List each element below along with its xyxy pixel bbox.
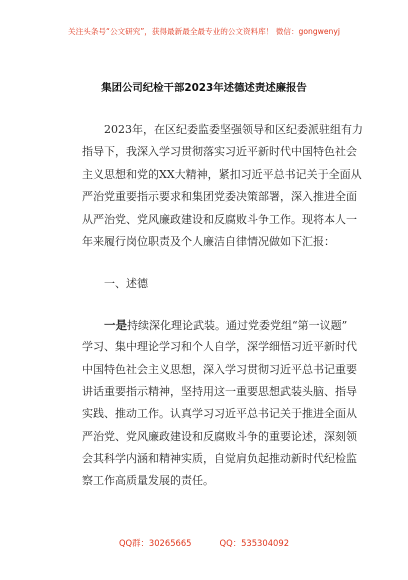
document-body — [82, 119, 363, 493]
para1-line-4: 讲话重要指示精神，坚持用这一重要思想武装头脑、指导 — [82, 384, 357, 398]
para1-line-7: 会其科学内涵和精神实质，自觉肩负起推动新时代纪检监 — [82, 452, 357, 466]
intro-line-1: 2023年，在区纪委监委坚强领导和区纪委派驻组有力 — [104, 123, 363, 136]
intro-line-4: 严治党重要指示要求和集团党委决策部署，深入推进全面 — [82, 190, 357, 204]
para1-lead: 一是 — [104, 317, 127, 332]
para1-line-6: 严治党、党风廉政建设和反腐败斗争的重要论述，深刻领 — [82, 429, 357, 443]
footer-qq-group: QQ群：30265665 — [118, 538, 192, 548]
para1-line-8: 察工作高质量发展的责任。 — [82, 474, 214, 488]
para1-line-3: 中国特色社会主义思想，深入学习贯彻习近平总书记重要 — [82, 362, 357, 376]
section-heading: 一、述德 — [104, 277, 148, 291]
footer-contact — [0, 537, 408, 549]
intro-line-3: 主义思想和党的XX大精神，紧扣习近平总书记关于全面从 — [82, 167, 362, 181]
para1-line-1-text: 持续深化理论武装。通过党委党组“第一议题” — [127, 318, 348, 332]
footer-qq: QQ：535304092 — [219, 538, 290, 548]
para1-line-5: 实践、推动工作。认真学习习近平总书记关于推进全面从 — [82, 407, 357, 421]
header-notice: 关注头条号“公文研究”，获得最新最全最专业的公文资料库！ 微信：gongwenyj — [68, 27, 340, 36]
intro-line-5: 从严治党、党风廉政建设和反腐败斗争工作。现将本人一 — [82, 212, 357, 226]
para1-line-1 — [82, 314, 348, 336]
intro-line-2: 指导下，我深入学习贯彻落实习近平新时代中国特色社会 — [82, 145, 357, 159]
document-title: 集团公司纪检干部2023年述德述责述廉报告 — [101, 82, 307, 94]
intro-line-6: 年来履行岗位职责及个人廉洁自律情况做如下汇报： — [82, 234, 335, 248]
para1-line-2: 学习、集中理论学习和个人自学，深学细悟习近平新时代 — [82, 340, 357, 354]
